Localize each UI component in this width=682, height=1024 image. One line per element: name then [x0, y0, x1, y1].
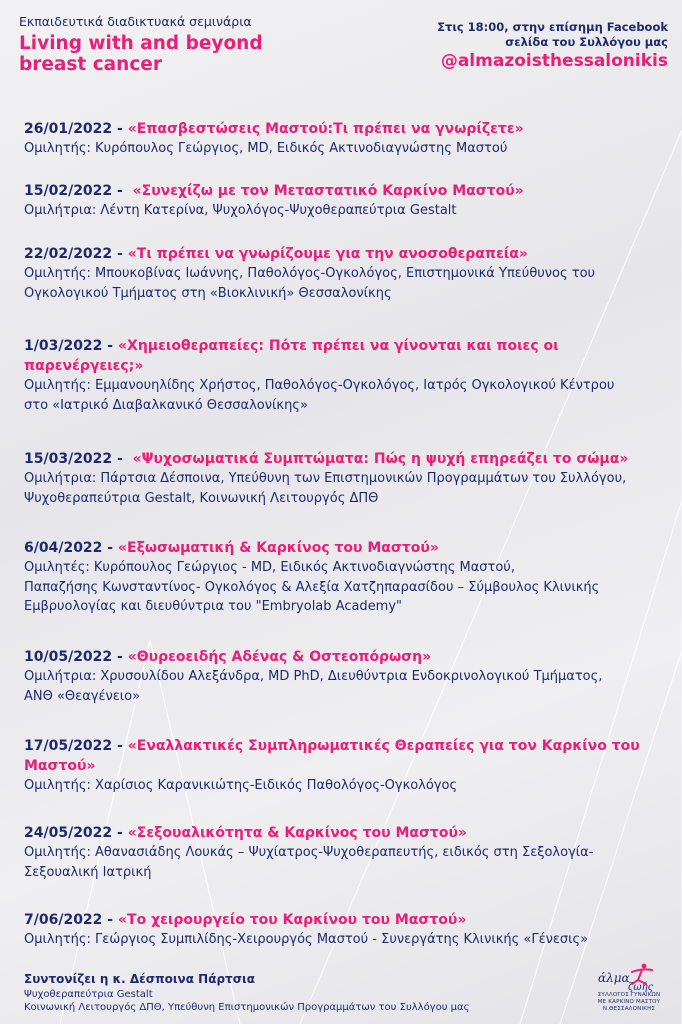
facebook-handle[interactable]: @almazoisthessalonikis — [440, 51, 668, 71]
event-date: 22/02/2022 - — [24, 246, 123, 262]
event-title-line — [24, 449, 664, 469]
event-name: «Εναλλακτικές Συμπληρωματικές Θεραπείες για τον Καρκίνο του — [127, 738, 640, 754]
event-item — [24, 119, 664, 159]
event-item — [24, 336, 664, 415]
event-date: 24/05/2022 - — [24, 825, 123, 841]
event-speaker: Παπαζήσης Κωνσταντίνος- Ογκολόγος & Αλεξία Χατζηπαρασίδου – Σύμβουλος Κλινικής — [24, 579, 600, 595]
schedule-info-line1: Στις 18:00, στην επίσημη Facebook — [437, 20, 668, 34]
logo-mark — [594, 962, 664, 992]
event-speaker: Ομιλητής: Αθανασιάδης Λουκάς – Ψυχίατρος-Ψυχοθεραπευτής, ειδικός στη Σεξολογία- — [24, 845, 594, 860]
event-item — [24, 244, 664, 303]
series-title-line2: breast cancer — [19, 54, 162, 75]
logo-org-line2: ΜΕ ΚΑΡΚΙΝΟ ΜΑΣΤΟΥ — [597, 999, 661, 1005]
event-speaker: στο «Ιατρικό Διαβαλκανικό Θεσσαλονίκης» — [24, 397, 308, 413]
event-speaker: Ομιλητής: Εμμανουηλίδης Χρήστος, Παθολόγος-Ογκολόγος, Ιατρός Ογκολογικού Κέντρου — [24, 378, 615, 393]
event-item — [24, 823, 664, 882]
series-subtitle: Εκπαιδευτικά διαδικτυακά σεμινάρια — [19, 14, 252, 29]
schedule-info-line2: σελίδα του Συλλόγου μας — [505, 35, 668, 49]
event-name: «Ψυχοσωματικά Συμπτώματα: Πώς η ψυχή επηρεάζει το σώμα» — [132, 451, 629, 467]
event-title-line — [24, 244, 664, 264]
event-title-line — [24, 119, 664, 139]
event-item — [24, 538, 664, 617]
event-title-line — [24, 336, 664, 356]
event-speaker: Ομιλητής: Μπουκοβίνας Ιωάννης, Παθολόγος-Ογκολόγος, Επιστημονικά Υπεύθυνος του — [24, 266, 596, 281]
event-name: «Συνεχίζω με τον Μεταστατικό Καρκίνο Μαστού» — [132, 183, 524, 199]
event-name: «Σεξουαλικότητα & Καρκίνος του Μαστού» — [127, 825, 467, 841]
event-title-line — [24, 910, 664, 930]
event-name: «Τι πρέπει να γνωρίζουμε για την ανοσοθεραπεία» — [127, 246, 528, 262]
event-speaker: Ομιλήτρια: Λέντη Κατερίνα, Ψυχολόγος-Ψυχοθεραπεύτρια Gestalt — [24, 203, 457, 218]
event-speaker: Ομιλητής: Κυρόπουλος Γεώργιος, MD, Ειδικός Ακτινοδιαγνώστης Μαστού — [24, 141, 508, 156]
event-title-line — [24, 538, 664, 558]
logo-mark-b: ζωής — [628, 982, 654, 992]
event-item — [24, 181, 664, 221]
event-date: 6/04/2022 - — [24, 540, 114, 556]
event-name: «Χημειοθεραπείες: Πότε πρέπει να γίνονται και ποιες οι — [117, 338, 559, 354]
event-name: «Θυρεοειδής Αδένας & Οστεοπόρωση» — [127, 649, 432, 665]
event-date: 17/05/2022 - — [24, 738, 123, 754]
event-title-line — [24, 181, 664, 201]
event-item — [24, 449, 664, 508]
header-left — [19, 14, 339, 75]
event-title-line — [24, 647, 664, 667]
event-speaker: Ομιλητές: Κυρόπουλος Γεώργιος - MD, Ειδικός Ακτινοδιαγνώστης Μαστού, — [24, 560, 515, 575]
coordinator-role-line1: Ψυχοθεραπεύτρια Gestalt — [24, 989, 153, 1000]
event-date: 1/03/2022 - — [24, 338, 114, 354]
coordinator-name: Συντονίζει η κ. Δέσποινα Πάρτσια — [24, 972, 255, 986]
event-name: «Εξωσωματική & Καρκίνος του Μαστού» — [117, 540, 439, 556]
event-speaker: Ογκολογικού Τμήματος στη «Βιοκλινική» Θεσσαλονίκης — [24, 285, 392, 301]
event-name-continued: Μαστού» — [24, 758, 96, 774]
event-name: «Το χειρουργείο του Καρκίνου του Μαστού» — [117, 912, 467, 928]
organization-logo — [594, 962, 664, 1013]
event-name: «Επασβεστώσεις Μαστού:Τι πρέπει να γνωρίζετε» — [127, 121, 524, 137]
event-speaker: Εμβρυολογίας και διευθύντρια του "Embryolab Academy" — [24, 599, 403, 614]
logo-org-line1: ΣΥΛΛΟΓΟΣ ΓΥΝΑΙΚΩΝ — [597, 992, 661, 998]
event-speaker: ΑΝΘ «Θεαγένειο» — [24, 688, 141, 704]
event-date: 10/05/2022 - — [24, 649, 123, 665]
event-name-continued: παρενέργειες;» — [24, 358, 144, 374]
event-date: 15/03/2022 - — [24, 451, 123, 467]
event-date: 26/01/2022 - — [24, 121, 123, 137]
logo-org-line3: Ν.ΘΕΣΣΑΛΟΝΙΚΗΣ — [602, 1006, 656, 1012]
event-title-line — [24, 736, 664, 756]
event-date: 7/06/2022 - — [24, 912, 114, 928]
event-title-line — [24, 823, 664, 843]
event-date: 15/02/2022 - — [24, 183, 123, 199]
event-speaker: Ψυχοθεραπεύτρια Gestalt, Κοινωνική Λειτουργός ΔΠΘ — [24, 490, 379, 506]
coordinator-role-line2: Κοινωνική Λειτουργός ΔΠΘ, Υπεύθυνη Επιστημονικών Προγραμμάτων του Συλλόγου μας — [24, 1001, 470, 1013]
logo-figure-icon — [594, 962, 664, 992]
footer-coordinator — [24, 972, 584, 1014]
event-item — [24, 736, 664, 796]
event-item — [24, 647, 664, 706]
header-right — [338, 20, 668, 71]
event-speaker: Σεξουαλική Ιατρική — [24, 864, 152, 880]
event-speaker: Ομιλήτρια: Χρυσουλίδου Αλεξάνδρα, MD PhD, Διευθύντρια Ενδοκρινολογικού Τμήματος, — [24, 669, 603, 684]
series-title-line1: Living with and beyond — [19, 33, 263, 54]
event-speaker: Ομιλητής: Γεώργιος Συμπιλίδης-Χειρουργός Μαστού - Συνεργάτης Κλινικής «Γένεσις» — [24, 932, 589, 947]
event-item — [24, 910, 664, 950]
logo-mark-a: άλμα — [598, 971, 630, 985]
event-speaker: Ομιλητής: Χαρίσιος Καρανικιώτης-Ειδικός Παθολόγος-Ογκολόγος — [24, 778, 458, 793]
event-speaker: Ομιλήτρια: Πάρτσια Δέσποινα, Υπεύθυνη των Επιστημονικών Προγραμμάτων του Συλλόγου, — [24, 471, 627, 486]
